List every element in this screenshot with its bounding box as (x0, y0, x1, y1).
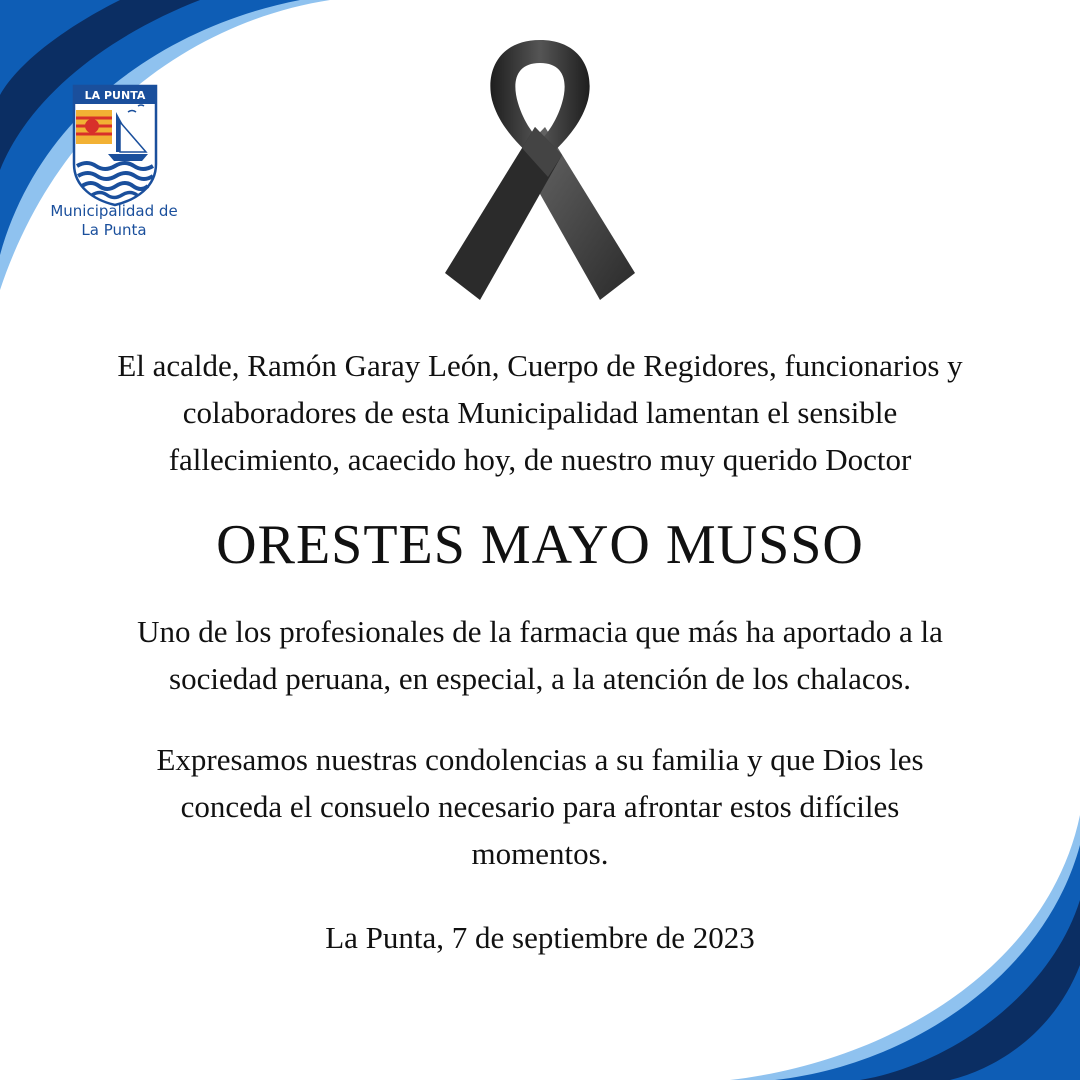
condolence-line: momentos. (471, 836, 609, 871)
intro-line: colaboradores de esta Municipalidad lamentan el sensible (182, 395, 898, 430)
place-date: La Punta, 7 de septiembre de 2023 (325, 920, 755, 955)
shield-emblem-icon (50, 82, 180, 207)
tribute-line: Uno de los profesionales de la farmacia que más ha aportado a la (137, 614, 943, 649)
tribute-paragraph (30, 608, 1050, 702)
tribute-line: sociedad peruana, en especial, a la atención de los chalacos. (169, 661, 911, 696)
logo-banner-text: LA PUNTA (84, 89, 146, 102)
condolence-line: conceda el consuelo necesario para afrontar estos difíciles (180, 789, 900, 824)
municipality-name (40, 202, 188, 240)
logo-caption-line2: La Punta (81, 221, 147, 239)
condolence-paragraph (30, 736, 1050, 877)
intro-line: El acalde, Ramón Garay León, Cuerpo de Regidores, funcionarios y (117, 348, 963, 383)
condolence-line: Expresamos nuestras condolencias a su familia y que Dios les (156, 742, 924, 777)
logo-caption-line1: Municipalidad de (50, 202, 178, 220)
black-ribbon-icon (440, 35, 640, 307)
intro-paragraph (30, 342, 1050, 483)
intro-line: fallecimiento, acaecido hoy, de nuestro muy querido Doctor (168, 442, 912, 477)
deceased-name: ORESTES MAYO MUSSO (216, 514, 864, 576)
